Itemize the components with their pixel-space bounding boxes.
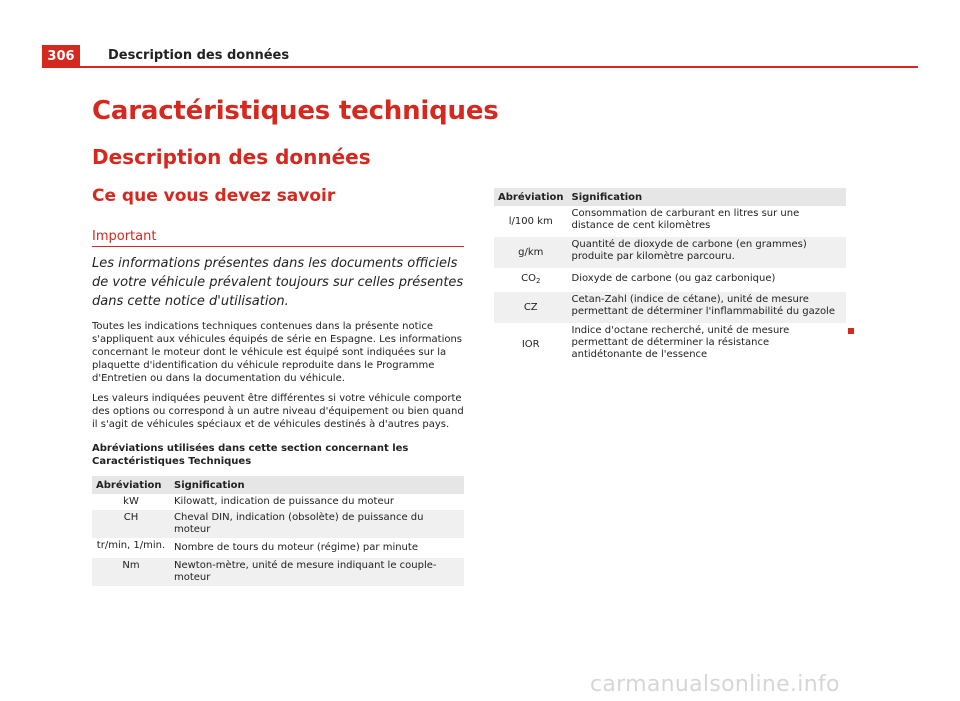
abbr-cell: Nm	[92, 558, 170, 586]
table-row	[92, 510, 464, 538]
section-end-marker	[848, 328, 854, 334]
paragraph-values-differ: Les valeurs indiquées peuvent être différentes si votre véhicule comporte des options ou correspond à un autre niveau d'équipement ou bien quand il s'agit de véhicules spéciaux et de véhicules destinés à d'autres pays.	[92, 393, 464, 430]
abbr-cell: tr/min, 1/min.	[96, 540, 166, 551]
abbr-cell: g/km	[494, 237, 568, 268]
table-row	[494, 237, 846, 268]
running-header-title: Description des données	[108, 48, 290, 63]
meaning-cell: Consommation de carburant en litres sur une distance de cent kilomètres	[571, 208, 800, 231]
meaning-cell: Dioxyde de carbone (ou gaz carbonique)	[571, 273, 776, 284]
co2-subscript: 2	[535, 277, 541, 285]
table-row	[494, 268, 846, 292]
meaning-cell: Newton-mètre, unité de mesure indiquant le couple-moteur	[170, 558, 464, 586]
meaning-cell: Kilowatt, indication de puissance du moteur	[174, 496, 395, 507]
table-header-abbreviation: Abréviation	[494, 188, 568, 206]
paragraph-technical-info: Toutes les indications techniques contenues dans la présente notice s'appliquent aux véhicules équipés de série en Espagne. Les informations concernant le moteur dont le véhicule est équipé sont indiquées sur la plaquette d'identification du véhicule reproduite dans le Programme d'Entretien ou dans la documentation du véhicule.	[92, 321, 463, 384]
paragraph-abbreviations-intro: Abréviations utilisées dans cette section concernant les Caractéristiques Techniques	[92, 443, 409, 467]
important-label: Important	[92, 229, 157, 244]
abbr-cell	[494, 268, 568, 292]
table-row	[494, 323, 846, 366]
meaning-cell: Indice d'octane recherché, unité de mesure permettant de déterminer la résistance antidétonante de l'essence	[571, 325, 790, 360]
abbr-cell: l/100 km	[508, 215, 553, 227]
co2-text: CO	[521, 273, 536, 284]
page-number: 306	[42, 45, 80, 67]
meaning-cell: Cheval DIN, indication (obsolète) de puissance du moteur	[170, 510, 464, 538]
section-title: Description des données	[92, 145, 371, 169]
table-row	[494, 292, 846, 323]
meaning-cell: Quantité de dioxyde de carbone (en grammes) produite par kilomètre parcouru.	[568, 237, 846, 268]
watermark: carmanualsonline.info	[590, 672, 840, 697]
abbr-cell: kW	[123, 496, 139, 507]
table-row	[92, 538, 464, 558]
table-header-meaning: Signification	[170, 476, 464, 494]
table-row	[494, 206, 846, 237]
abbr-cell: CZ	[494, 292, 568, 323]
table-header-abbreviation: Abréviation	[92, 476, 170, 494]
header-divider	[42, 66, 918, 68]
meaning-cell: Nombre de tours du moteur (régime) par minute	[174, 542, 418, 553]
subsection-title: Ce que vous devez savoir	[92, 186, 336, 206]
abbreviations-table-left	[92, 476, 464, 586]
table-row	[92, 494, 464, 510]
meaning-cell: Cetan-Zahl (indice de cétane), unité de mesure permettant de déterminer l'inflammabilité du gazole	[568, 292, 846, 323]
abbr-cell: IOR	[521, 338, 540, 350]
chapter-title: Caractéristiques techniques	[92, 96, 499, 126]
abbreviations-table-right	[494, 188, 846, 366]
important-divider	[92, 246, 464, 247]
table-row	[92, 558, 464, 586]
abbr-cell: CH	[92, 510, 170, 538]
table-header-meaning: Signification	[568, 188, 846, 206]
important-note: Les informations présentes dans les documents officiels de votre véhicule prévalent toujours sur celles présentes dans cette notice d'utilisation.	[92, 256, 464, 309]
